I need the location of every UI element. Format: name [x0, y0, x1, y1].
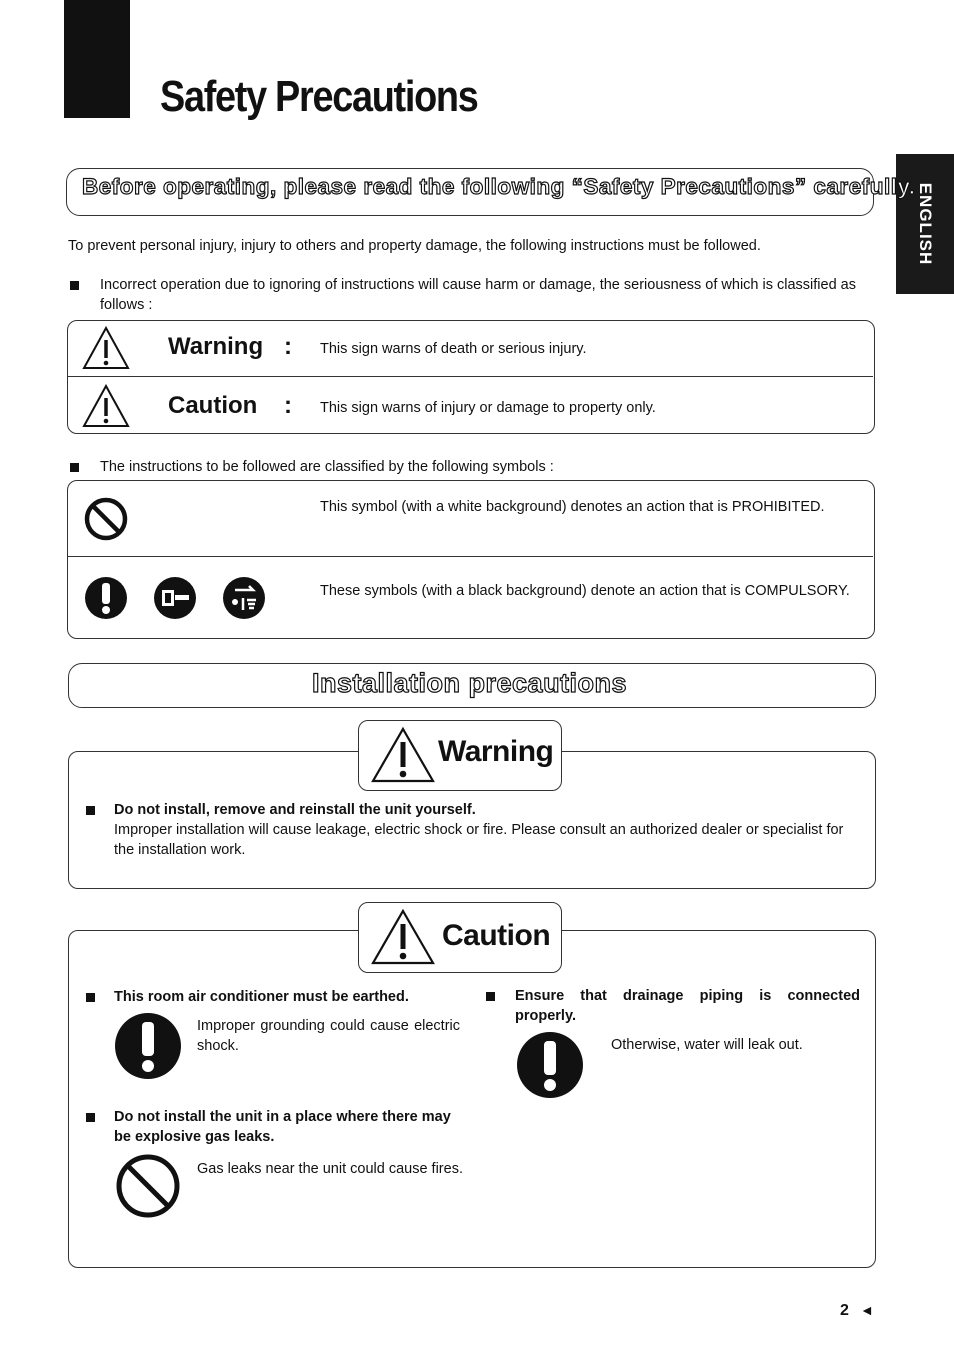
caution-item-gas-text: Gas leaks near the unit could cause fires. — [197, 1161, 463, 1177]
warning-label: Warning — [168, 333, 264, 360]
page-arrow-icon: ◄ — [860, 1302, 874, 1318]
header-black-bar — [64, 0, 130, 118]
bullet-symbols-text: The instructions to be followed are classified by the following symbols : — [100, 459, 554, 475]
compulsory-exclamation-icon — [84, 576, 128, 620]
caution-label: Caution — [168, 392, 258, 419]
warning-colon: : — [284, 333, 292, 360]
caution-description: This sign warns of injury or damage to property only. — [320, 400, 656, 416]
caution-item-gas-title: Do not install the unit in a place where there may be explosive gas leaks. — [114, 1109, 451, 1145]
bullet-square — [86, 1113, 95, 1122]
caution-item-drain-title: Ensure that drainage piping is connected properly. — [515, 988, 860, 1024]
bullet-severity-text: Incorrect operation due to ignoring of instructions will cause harm or damage, the seriousness of which is classified as follows : — [100, 277, 856, 313]
page-number: 2 — [840, 1302, 849, 1319]
caution-triangle-icon — [370, 908, 436, 966]
caution-colon: : — [284, 392, 292, 419]
unplug-icon — [153, 576, 197, 620]
bullet-square — [70, 463, 79, 472]
prohibited-description: This symbol (with a white background) denotes an action that is PROHIBITED. — [320, 499, 825, 515]
bullet-square — [70, 281, 79, 290]
prohibited-icon — [114, 1152, 182, 1220]
prohibited-icon — [83, 496, 129, 542]
installation-heading: Installation precautions — [312, 668, 628, 698]
compulsory-exclamation-icon — [114, 1012, 182, 1080]
caution-item-earth-title: This room air conditioner must be earthed. — [114, 989, 409, 1005]
caution-triangle-icon — [82, 384, 130, 428]
symbols-divider — [68, 556, 873, 557]
warning-item-title: Do not install, remove and reinstall the unit yourself. — [114, 802, 476, 818]
intro-text: To prevent personal injury, injury to others and property damage, the following instructions must be followed. — [68, 238, 761, 254]
caution-item-earth-text: Improper grounding could cause electric shock. — [197, 1018, 460, 1054]
caution-item-drain-text: Otherwise, water will leak out. — [611, 1037, 803, 1053]
warning-triangle-icon — [82, 326, 130, 370]
bullet-square — [86, 806, 95, 815]
install-caution-box — [68, 930, 876, 1268]
warning-item-text: Improper installation will cause leakage, electric shock or fire. Please consult an authorized dealer or specialist for the installation work. — [114, 822, 844, 858]
bullet-square — [486, 992, 495, 1001]
install-caution-tag-label: Caution — [442, 919, 551, 952]
severity-divider — [68, 376, 873, 377]
install-warning-tag-label: Warning — [438, 735, 554, 768]
earth-connection-icon — [222, 576, 266, 620]
warning-triangle-icon — [370, 726, 436, 784]
compulsory-description: These symbols (with a black background) denote an action that is COMPULSORY. — [320, 583, 850, 599]
compulsory-exclamation-icon — [516, 1031, 584, 1099]
page-title: Safety Precautions — [160, 72, 478, 121]
warning-description: This sign warns of death or serious injury. — [320, 341, 587, 357]
read-carefully-text: Before operating, please read the following “Safety Precautions” carefully. — [82, 174, 916, 199]
bullet-square — [86, 993, 95, 1002]
language-tab-label: ENGLISH — [916, 182, 935, 266]
